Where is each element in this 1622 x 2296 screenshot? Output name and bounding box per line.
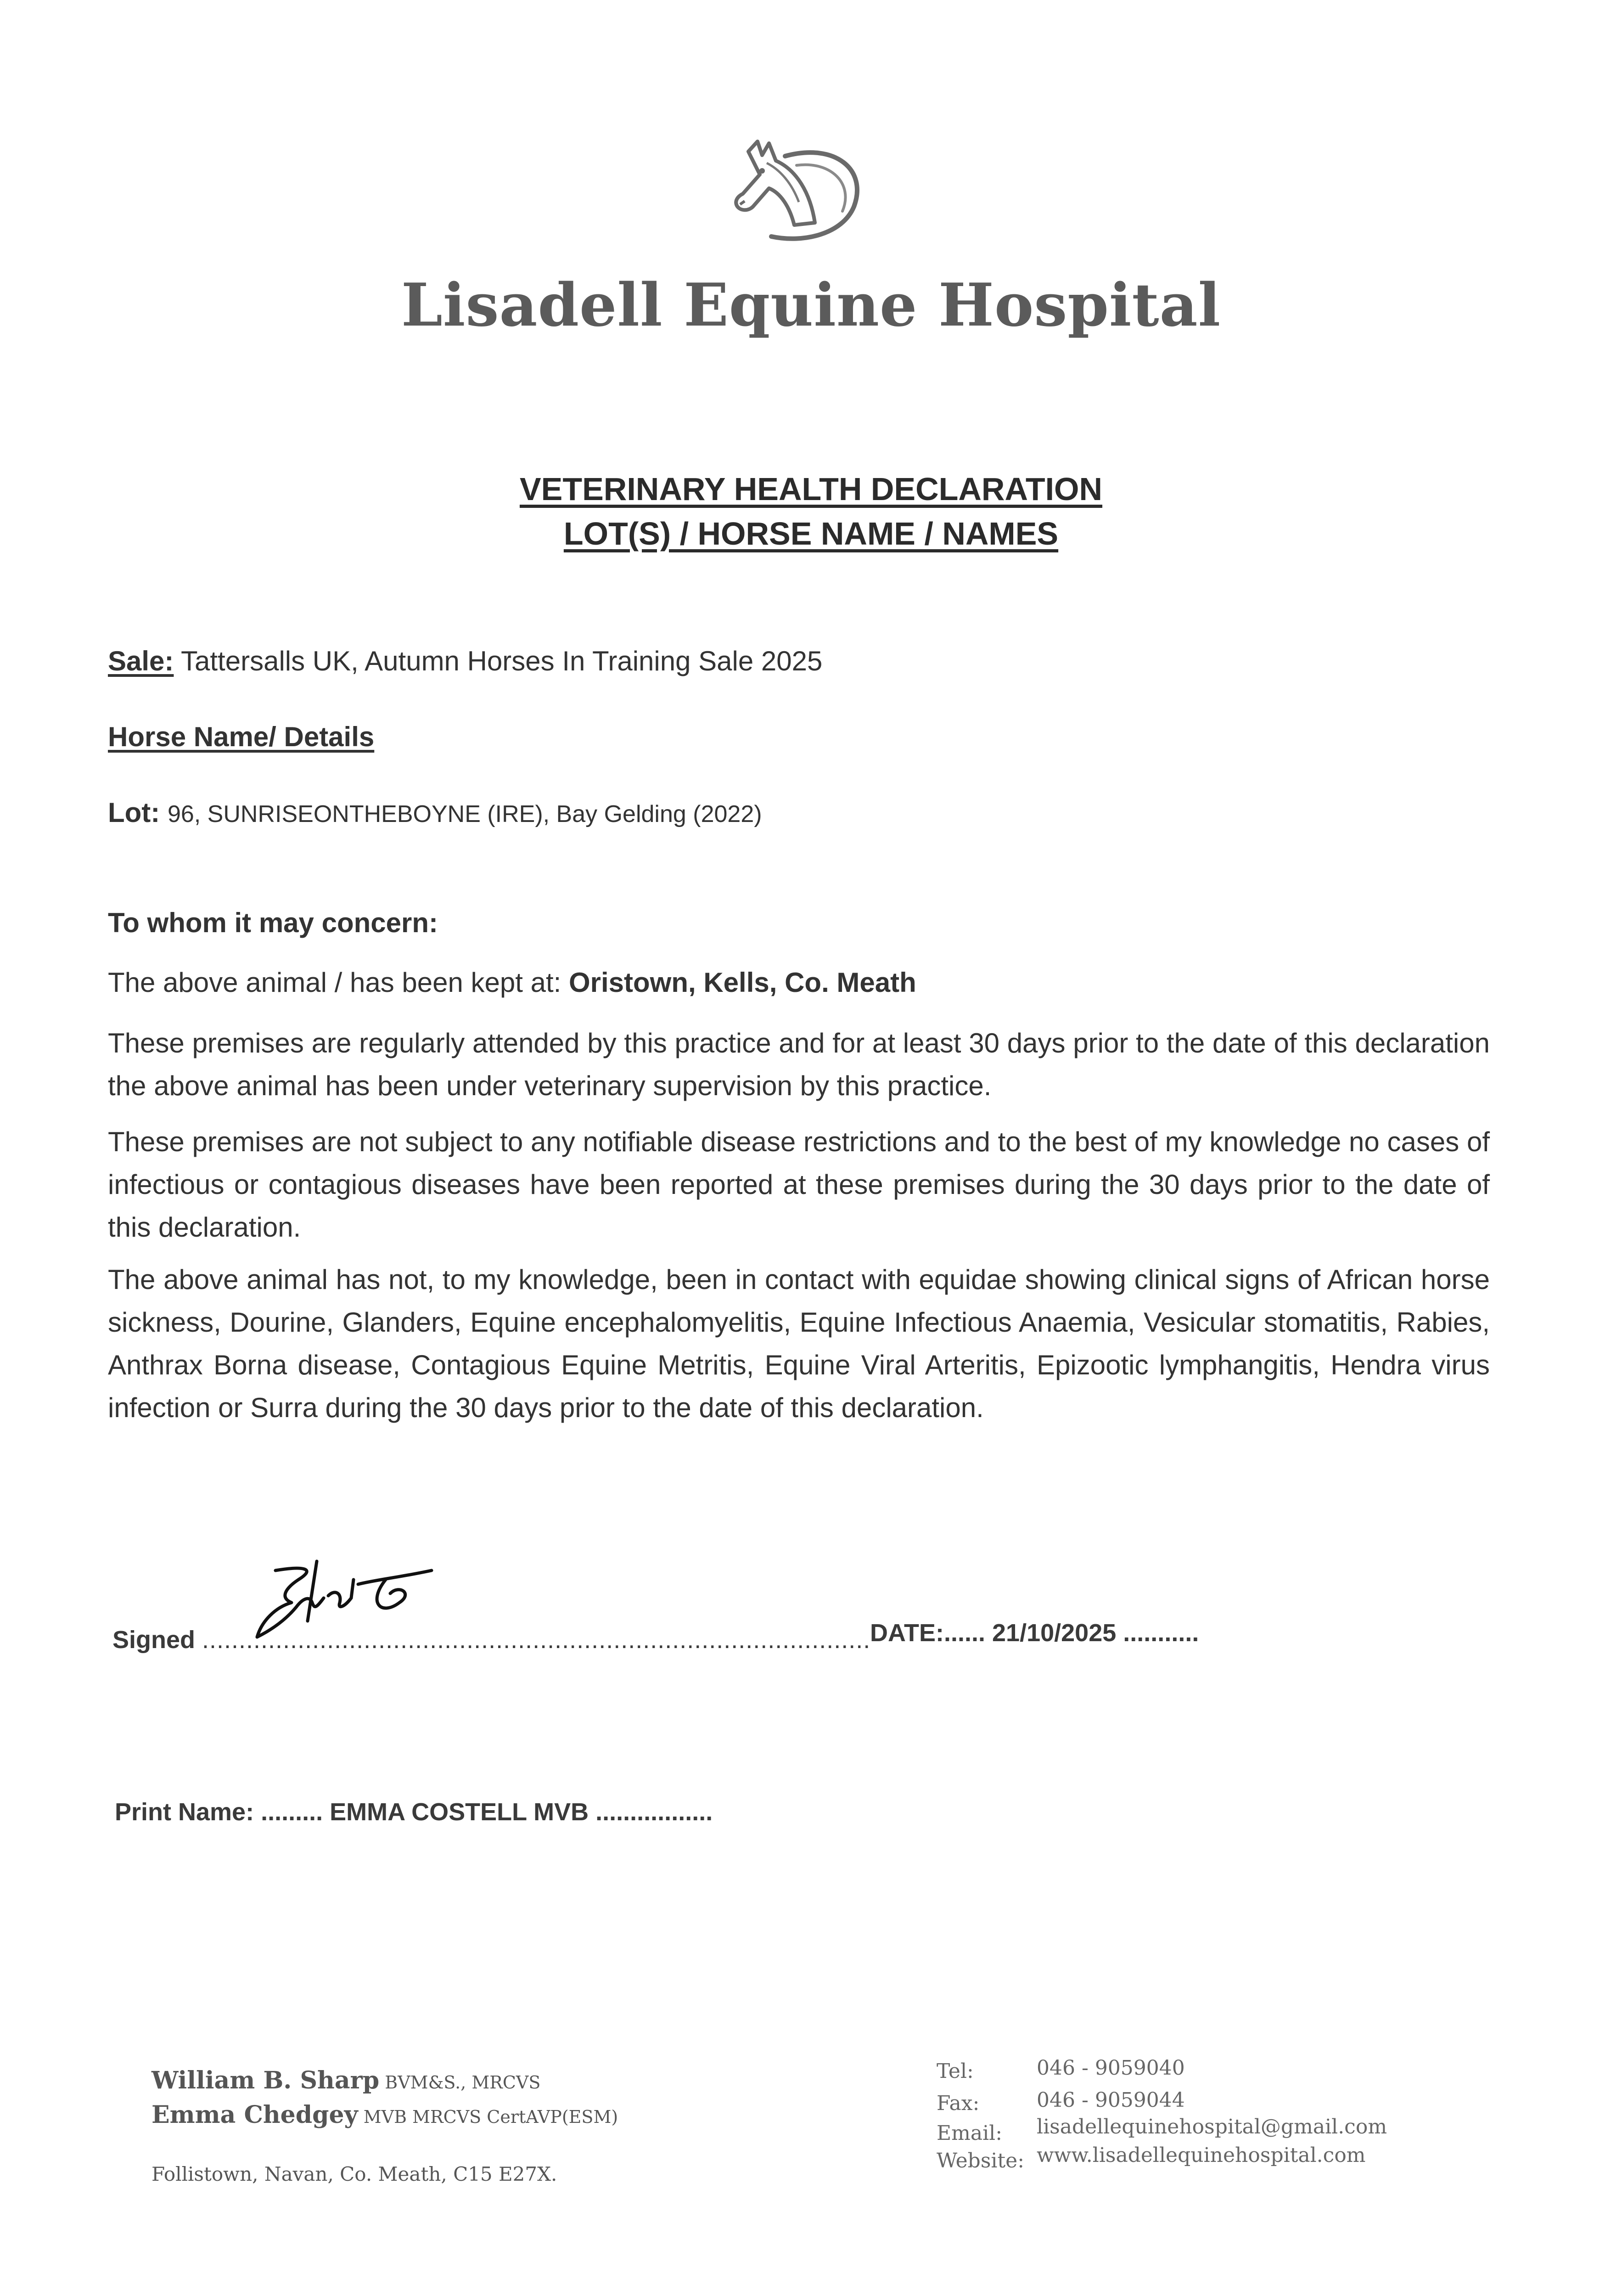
vet-1-name: William B. Sharp	[152, 2066, 380, 2094]
vet-2-name: Emma Chedgey	[152, 2101, 358, 2129]
website-label: Website:	[937, 2149, 1025, 2172]
print-name-trailing-dots: .................	[595, 1798, 713, 1826]
print-name-leading-dots: .........	[261, 1798, 323, 1826]
signed-dots: ...........................................................................................	[202, 1626, 871, 1654]
horse-head-logo-icon	[716, 138, 881, 257]
date-line	[870, 1619, 1199, 1647]
document-subtitle: LOT(S) / HORSE NAME / NAMES	[563, 516, 1059, 551]
website-value[interactable]: www.lisadellequinehospital.com	[1037, 2144, 1366, 2167]
email-value[interactable]: lisadellequinehospital@gmail.com	[1037, 2115, 1387, 2138]
hospital-name: Lisadell Equine Hospital	[401, 271, 1221, 340]
tel-label: Tel:	[937, 2060, 974, 2083]
date-label: DATE:......	[870, 1619, 985, 1647]
document-title: VETERINARY HEALTH DECLARATION	[519, 471, 1103, 507]
paragraph-supervision: These premises are regularly attended by this practice and for at least 30 days prior to the date of this declaration the above animal has been under veterinary supervision by this practice.	[108, 1028, 1490, 1101]
vet-1-qualifications: BVM&S., MRCVS	[385, 2072, 541, 2093]
kept-at-prefix: The above animal / has been kept at:	[108, 967, 561, 998]
kept-at-line	[108, 967, 916, 998]
signed-line	[112, 1626, 870, 1654]
date-trailing-dots: ...........	[1123, 1619, 1199, 1647]
salutation: To whom it may concern:	[108, 907, 438, 938]
sale-line	[108, 645, 822, 677]
print-name-label: Print Name:	[115, 1798, 254, 1826]
vet-2-qualifications: MVB MRCVS CertAVP(ESM)	[363, 2107, 618, 2127]
paragraph-disease-restrictions: These premises are not subject to any notifiable disease restrictions and to the best of my knowledge no cases of infectious or contagious diseases have been reported at these premises during the 30 days prior to the date of this declaration.	[108, 1126, 1490, 1243]
sale-label: Sale:	[108, 646, 174, 676]
lot-label: Lot:	[108, 797, 160, 828]
kept-at-location: Oristown, Kells, Co. Meath	[568, 967, 916, 998]
print-name-value: EMMA COSTELL MVB	[330, 1798, 589, 1826]
tel-value: 046 - 9059040	[1037, 2056, 1185, 2080]
hospital-address: Follistown, Navan, Co. Meath, C15 E27X.	[152, 2163, 557, 2185]
paragraph-contact-declaration: The above animal has not, to my knowledge, been in contact with equidae showing clinical signs of African horse sickness, Dourine, Glanders, Equine encephalomyelitis, Equine Infectious Anaemia, Vesicular stomatitis, Rabies, Anthrax Borna disease, Contagious Equine Metritis, Equine Viral Arteritis, Epizootic lymphangitis, Hendra virus infection or Surra during the 30 days prior to the date of this declaration.	[108, 1264, 1490, 1423]
vet-2	[152, 2101, 618, 2129]
lot-line	[108, 797, 762, 828]
sale-value: Tattersalls UK, Autumn Horses In Training Sale 2025	[181, 646, 823, 676]
email-label: Email:	[937, 2122, 1003, 2145]
horse-details-heading: Horse Name/ Details	[108, 721, 375, 752]
fax-value: 046 - 9059044	[1037, 2088, 1185, 2112]
vet-1	[152, 2066, 540, 2094]
fax-label: Fax:	[937, 2092, 980, 2115]
signed-label: Signed	[112, 1626, 196, 1654]
print-name-line	[115, 1798, 713, 1826]
lot-value: 96, SUNRISEONTHEBOYNE (IRE), Bay Gelding (2022)	[167, 801, 762, 827]
date-value: 21/10/2025	[992, 1619, 1117, 1647]
